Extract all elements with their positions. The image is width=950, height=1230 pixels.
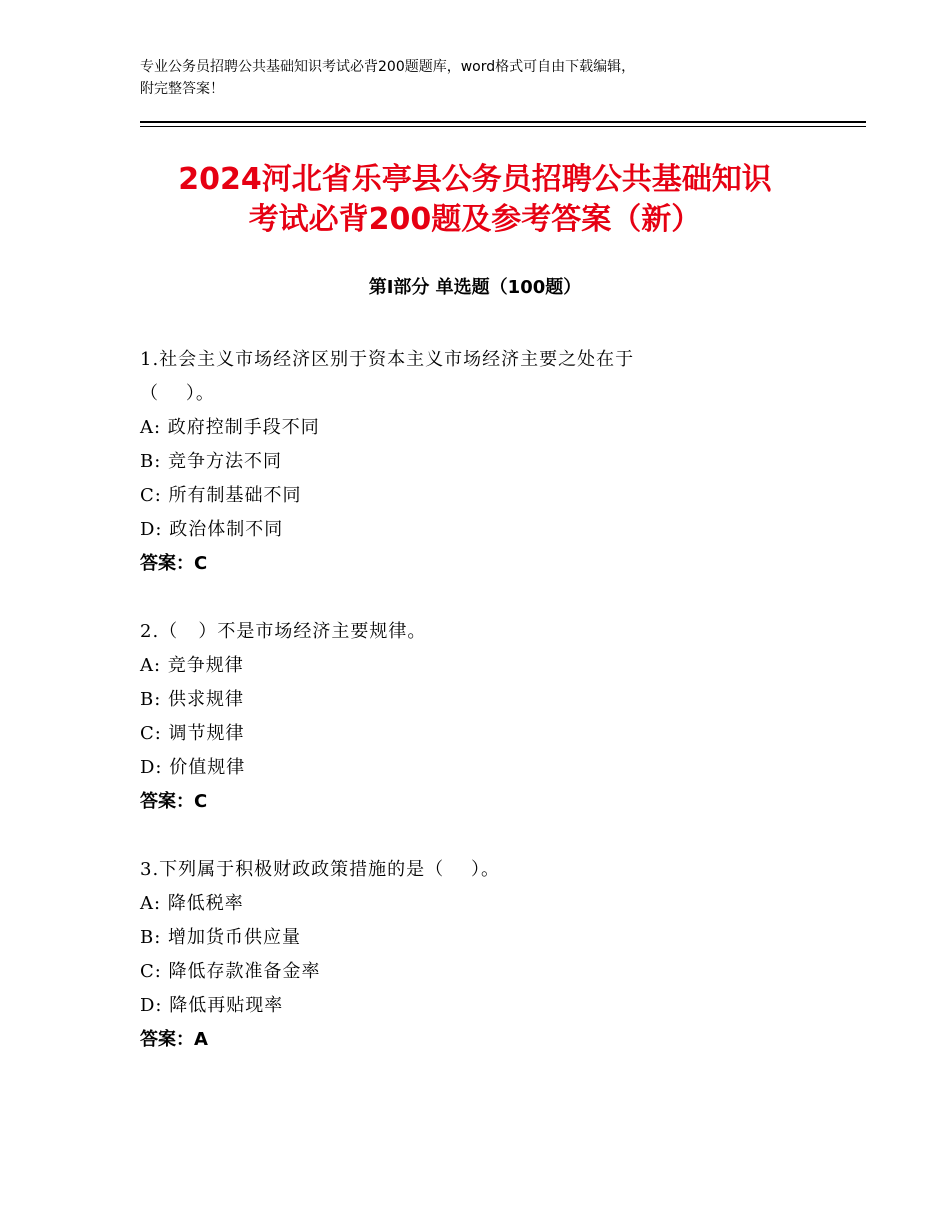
option-b: B: 竞争方法不同 (140, 451, 283, 472)
document-title-line-2: 考试必背200题及参考答案（新） (248, 202, 702, 237)
answer: 答案：C (140, 553, 208, 574)
option-d: D: 降低再贴现率 (140, 995, 284, 1016)
question-item (140, 615, 820, 819)
header-note (140, 56, 840, 100)
question-list (140, 343, 820, 1091)
option-a: A: 降低税率 (140, 893, 244, 914)
answer: 答案：A (140, 1029, 208, 1050)
question-item (140, 853, 820, 1057)
question-stem-continued: （ ）。 (140, 383, 215, 404)
answer: 答案：C (140, 791, 208, 812)
option-c: C: 所有制基础不同 (140, 485, 302, 506)
question-stem: 1.社会主义市场经济区别于资本主义市场经济主要之处在于 (140, 349, 635, 370)
question-item (140, 343, 820, 581)
question-stem: 2.（ ）不是市场经济主要规律。 (140, 621, 427, 642)
header-divider-thick (140, 121, 866, 123)
option-c: C: 降低存款准备金率 (140, 961, 321, 982)
option-c: C: 调节规律 (140, 723, 245, 744)
header-divider-thin (140, 126, 866, 127)
option-d: D: 价值规律 (140, 757, 246, 778)
option-d: D: 政治体制不同 (140, 519, 284, 540)
section-title: 第Ⅰ部分 单选题（100题） (368, 277, 582, 298)
document-title (100, 160, 850, 240)
option-a: A: 竞争规律 (140, 655, 244, 676)
question-stem: 3.下列属于积极财政政策措施的是（ ）。 (140, 859, 501, 880)
option-b: B: 增加货币供应量 (140, 927, 302, 948)
header-note-line-1: 专业公务员招聘公共基础知识考试必背200题题库，word格式可自由下载编辑， (140, 59, 636, 75)
option-a: A: 政府控制手段不同 (140, 417, 320, 438)
header-note-line-2: 附完整答案！ (140, 81, 224, 97)
option-b: B: 供求规律 (140, 689, 245, 710)
document-title-line-1: 2024河北省乐亭县公务员招聘公共基础知识 (178, 162, 772, 197)
